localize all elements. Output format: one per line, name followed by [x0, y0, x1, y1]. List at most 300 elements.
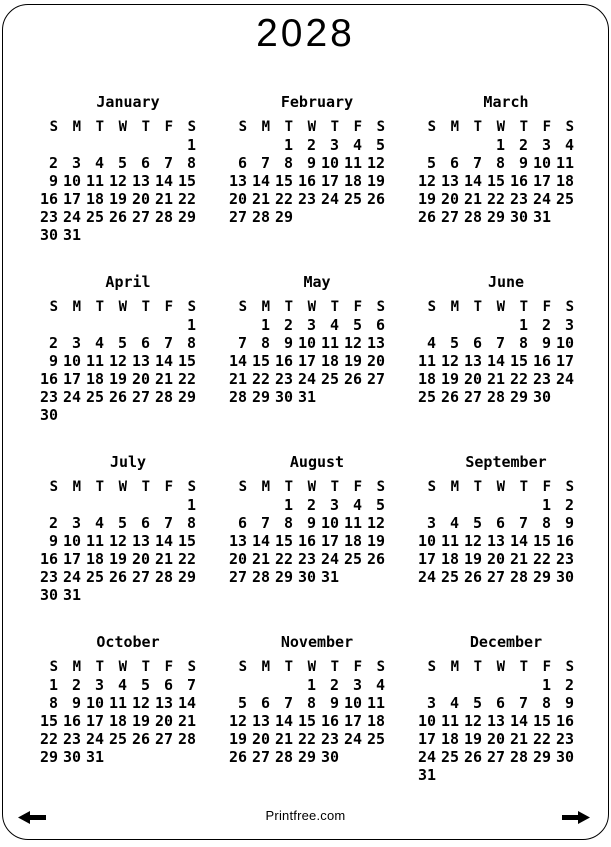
day-cell: 25	[440, 748, 459, 766]
empty-day-cell	[363, 568, 386, 586]
weekday-header: S	[187, 659, 196, 675]
day-cell: 6	[163, 676, 173, 694]
weekday-header: T	[330, 479, 339, 495]
day-cell: 13	[228, 532, 247, 550]
day-cell: 12	[440, 352, 459, 370]
empty-day-cell	[483, 676, 506, 694]
weekday-header: T	[141, 479, 150, 495]
day-cell: 6	[140, 154, 150, 172]
day-cell: 16	[532, 352, 551, 370]
day-cell: 26	[108, 388, 127, 406]
day-cell: 16	[555, 532, 574, 550]
day-cell: 22	[39, 730, 58, 748]
weekday-header: T	[95, 659, 104, 675]
day-cell: 18	[85, 550, 104, 568]
day-cell: 27	[228, 568, 247, 586]
weekday-header: M	[72, 299, 81, 315]
day-cell: 26	[228, 748, 247, 766]
day-cell: 19	[440, 370, 459, 388]
empty-day-cell	[36, 496, 59, 514]
empty-day-cell	[460, 316, 483, 334]
month-title: March	[483, 93, 529, 111]
day-cell: 15	[532, 532, 551, 550]
day-cell: 2	[306, 136, 316, 154]
month-title: February	[280, 93, 354, 111]
day-cell: 20	[131, 370, 150, 388]
weekday-header: W	[118, 659, 127, 675]
next-year-arrow[interactable]	[562, 811, 590, 824]
weekday-header: S	[376, 659, 385, 675]
day-cell: 9	[329, 694, 339, 712]
day-cell: 21	[154, 370, 173, 388]
empty-day-cell	[506, 496, 529, 514]
day-cell: 6	[237, 514, 247, 532]
empty-day-cell	[340, 208, 363, 226]
day-cell: 25	[366, 730, 385, 748]
day-cell: 29	[177, 208, 196, 226]
day-cell: 21	[154, 190, 173, 208]
month-day-grid	[36, 298, 197, 424]
months-grid	[36, 90, 575, 810]
empty-day-cell	[552, 388, 575, 406]
day-cell: 18	[85, 190, 104, 208]
month-title: July	[109, 453, 147, 471]
day-cell: 5	[117, 514, 127, 532]
weekday-header: W	[496, 659, 505, 675]
weekday-header: M	[72, 479, 81, 495]
day-cell: 15	[297, 712, 316, 730]
day-cell: 29	[532, 568, 551, 586]
day-cell: 10	[532, 154, 551, 172]
day-cell: 14	[228, 352, 247, 370]
day-cell: 2	[71, 676, 81, 694]
weekday-header: F	[353, 479, 362, 495]
day-cell: 23	[39, 388, 58, 406]
empty-day-cell	[271, 676, 294, 694]
empty-day-cell	[151, 226, 174, 244]
day-cell: 14	[486, 352, 505, 370]
day-cell: 29	[274, 208, 293, 226]
day-cell: 17	[417, 550, 436, 568]
day-cell: 16	[320, 712, 339, 730]
day-cell: 22	[274, 550, 293, 568]
weekday-header: S	[376, 479, 385, 495]
day-cell: 14	[251, 172, 270, 190]
empty-day-cell	[483, 316, 506, 334]
weekday-header: F	[542, 659, 551, 675]
day-cell: 15	[177, 172, 196, 190]
day-cell: 3	[329, 496, 339, 514]
day-cell: 3	[352, 676, 362, 694]
empty-day-cell	[82, 586, 105, 604]
day-cell: 7	[518, 694, 528, 712]
day-cell: 26	[366, 550, 385, 568]
day-cell: 17	[62, 550, 81, 568]
weekday-header: S	[427, 659, 436, 675]
month-october	[36, 630, 197, 810]
day-cell: 21	[251, 190, 270, 208]
weekday-header: S	[565, 299, 574, 315]
month-title: October	[96, 633, 160, 651]
day-cell: 7	[237, 334, 247, 352]
weekday-header: W	[118, 299, 127, 315]
day-cell: 6	[140, 334, 150, 352]
day-cell: 28	[251, 568, 270, 586]
empty-day-cell	[174, 586, 197, 604]
empty-day-cell	[529, 766, 552, 784]
day-cell: 24	[532, 190, 551, 208]
day-cell: 5	[472, 514, 482, 532]
day-cell: 29	[509, 388, 528, 406]
empty-day-cell	[414, 676, 437, 694]
day-cell: 13	[366, 334, 385, 352]
empty-day-cell	[460, 496, 483, 514]
day-cell: 22	[509, 370, 528, 388]
day-cell: 13	[486, 712, 505, 730]
empty-day-cell	[225, 136, 248, 154]
day-cell: 11	[85, 352, 104, 370]
empty-day-cell	[105, 226, 128, 244]
day-cell: 7	[260, 154, 270, 172]
day-cell: 26	[440, 388, 459, 406]
day-cell: 25	[85, 568, 104, 586]
day-cell: 20	[228, 190, 247, 208]
weekday-header: F	[164, 659, 173, 675]
empty-day-cell	[340, 388, 363, 406]
day-cell: 14	[509, 712, 528, 730]
weekday-header: T	[330, 119, 339, 135]
empty-day-cell	[59, 406, 82, 424]
month-december	[414, 630, 575, 810]
month-july	[36, 450, 197, 630]
day-cell: 9	[48, 532, 58, 550]
day-cell: 31	[62, 586, 81, 604]
weekday-header: F	[164, 479, 173, 495]
weekday-header: S	[427, 299, 436, 315]
day-cell: 19	[228, 730, 247, 748]
day-cell: 25	[85, 388, 104, 406]
weekday-header: T	[95, 119, 104, 135]
day-cell: 7	[163, 514, 173, 532]
day-cell: 17	[555, 352, 574, 370]
empty-day-cell	[59, 316, 82, 334]
day-cell: 14	[509, 532, 528, 550]
day-cell: 27	[486, 568, 505, 586]
day-cell: 15	[177, 532, 196, 550]
weekday-header: M	[261, 119, 270, 135]
day-cell: 18	[555, 172, 574, 190]
day-cell: 30	[297, 568, 316, 586]
day-cell: 18	[85, 370, 104, 388]
day-cell: 11	[440, 532, 459, 550]
day-cell: 25	[440, 568, 459, 586]
empty-day-cell	[105, 748, 128, 766]
month-title: January	[96, 93, 160, 111]
day-cell: 25	[417, 388, 436, 406]
day-cell: 9	[541, 334, 551, 352]
empty-day-cell	[105, 136, 128, 154]
day-cell: 7	[518, 514, 528, 532]
empty-day-cell	[552, 208, 575, 226]
empty-day-cell	[151, 748, 174, 766]
weekday-header: S	[238, 119, 247, 135]
day-cell: 30	[62, 748, 81, 766]
day-cell: 6	[449, 154, 459, 172]
empty-day-cell	[414, 496, 437, 514]
day-cell: 10	[320, 154, 339, 172]
day-cell: 17	[343, 712, 362, 730]
day-cell: 16	[274, 352, 293, 370]
day-cell: 11	[555, 154, 574, 172]
day-cell: 7	[163, 154, 173, 172]
day-cell: 2	[541, 316, 551, 334]
day-cell: 23	[555, 730, 574, 748]
weekday-header: T	[284, 659, 293, 675]
day-cell: 31	[297, 388, 316, 406]
day-cell: 13	[228, 172, 247, 190]
day-cell: 2	[518, 136, 528, 154]
day-cell: 6	[472, 334, 482, 352]
weekday-header: S	[49, 659, 58, 675]
month-day-grid	[414, 118, 575, 226]
day-cell: 20	[131, 190, 150, 208]
day-cell: 29	[274, 568, 293, 586]
weekday-header: T	[473, 659, 482, 675]
day-cell: 15	[39, 712, 58, 730]
weekday-header: S	[187, 119, 196, 135]
day-cell: 28	[154, 208, 173, 226]
day-cell: 21	[463, 190, 482, 208]
day-cell: 18	[440, 730, 459, 748]
day-cell: 12	[463, 532, 482, 550]
day-cell: 29	[39, 748, 58, 766]
day-cell: 28	[274, 748, 293, 766]
weekday-header: M	[450, 299, 459, 315]
day-cell: 6	[140, 514, 150, 532]
day-cell: 11	[85, 532, 104, 550]
day-cell: 23	[274, 370, 293, 388]
weekday-header: F	[353, 299, 362, 315]
day-cell: 28	[509, 748, 528, 766]
day-cell: 16	[39, 190, 58, 208]
weekday-header: S	[238, 299, 247, 315]
day-cell: 17	[297, 352, 316, 370]
day-cell: 14	[154, 172, 173, 190]
day-cell: 12	[131, 694, 150, 712]
day-cell: 31	[417, 766, 436, 784]
day-cell: 25	[108, 730, 127, 748]
month-august	[225, 450, 386, 630]
empty-day-cell	[105, 316, 128, 334]
weekday-header: T	[519, 479, 528, 495]
day-cell: 3	[541, 136, 551, 154]
day-cell: 8	[186, 154, 196, 172]
day-cell: 2	[48, 334, 58, 352]
weekday-header: T	[473, 119, 482, 135]
day-cell: 23	[297, 550, 316, 568]
day-cell: 16	[555, 712, 574, 730]
month-day-grid	[225, 478, 386, 586]
day-cell: 25	[343, 190, 362, 208]
weekday-header: T	[141, 299, 150, 315]
month-title: April	[105, 273, 151, 291]
day-cell: 9	[48, 172, 58, 190]
right-arrow-icon	[562, 811, 590, 824]
empty-day-cell	[506, 766, 529, 784]
day-cell: 19	[108, 370, 127, 388]
empty-day-cell	[363, 748, 386, 766]
day-cell: 23	[509, 190, 528, 208]
day-cell: 23	[532, 370, 551, 388]
day-cell: 18	[417, 370, 436, 388]
day-cell: 26	[463, 748, 482, 766]
day-cell: 27	[486, 748, 505, 766]
month-title: May	[303, 273, 331, 291]
day-cell: 5	[117, 154, 127, 172]
day-cell: 1	[186, 316, 196, 334]
day-cell: 10	[417, 712, 436, 730]
day-cell: 26	[366, 190, 385, 208]
day-cell: 24	[62, 208, 81, 226]
day-cell: 15	[274, 532, 293, 550]
weekday-header: M	[450, 119, 459, 135]
day-cell: 27	[154, 730, 173, 748]
day-cell: 1	[306, 676, 316, 694]
day-cell: 21	[509, 730, 528, 748]
day-cell: 8	[260, 334, 270, 352]
day-cell: 5	[237, 694, 247, 712]
month-day-grid	[225, 298, 386, 406]
day-cell: 12	[343, 334, 362, 352]
weekday-header: M	[450, 479, 459, 495]
day-cell: 1	[283, 136, 293, 154]
day-cell: 4	[375, 676, 385, 694]
day-cell: 28	[463, 208, 482, 226]
empty-day-cell	[437, 676, 460, 694]
day-cell: 23	[39, 208, 58, 226]
month-day-grid	[414, 658, 575, 784]
empty-day-cell	[151, 496, 174, 514]
empty-day-cell	[174, 226, 197, 244]
day-cell: 29	[177, 568, 196, 586]
weekday-header: S	[238, 479, 247, 495]
day-cell: 20	[228, 550, 247, 568]
day-cell: 4	[449, 514, 459, 532]
day-cell: 16	[509, 172, 528, 190]
day-cell: 30	[39, 226, 58, 244]
weekday-header: W	[496, 479, 505, 495]
empty-day-cell	[437, 766, 460, 784]
day-cell: 3	[329, 136, 339, 154]
day-cell: 19	[366, 532, 385, 550]
empty-day-cell	[82, 496, 105, 514]
day-cell: 18	[440, 550, 459, 568]
day-cell: 21	[228, 370, 247, 388]
day-cell: 7	[163, 334, 173, 352]
weekday-header: T	[330, 299, 339, 315]
footer	[0, 808, 611, 836]
empty-day-cell	[128, 316, 151, 334]
day-cell: 17	[320, 172, 339, 190]
day-cell: 5	[375, 496, 385, 514]
empty-day-cell	[225, 496, 248, 514]
empty-day-cell	[552, 766, 575, 784]
weekday-header: W	[496, 299, 505, 315]
day-cell: 12	[366, 514, 385, 532]
empty-day-cell	[340, 568, 363, 586]
weekday-header: T	[95, 299, 104, 315]
day-cell: 10	[297, 334, 316, 352]
day-cell: 26	[463, 568, 482, 586]
day-cell: 25	[343, 550, 362, 568]
month-title: November	[280, 633, 354, 651]
day-cell: 14	[251, 532, 270, 550]
day-cell: 1	[495, 136, 505, 154]
day-cell: 8	[186, 334, 196, 352]
day-cell: 4	[94, 514, 104, 532]
day-cell: 24	[417, 748, 436, 766]
month-february	[225, 90, 386, 270]
weekday-header: F	[164, 119, 173, 135]
day-cell: 27	[366, 370, 385, 388]
day-cell: 12	[417, 172, 436, 190]
weekday-header: T	[95, 479, 104, 495]
day-cell: 22	[532, 730, 551, 748]
day-cell: 4	[426, 334, 436, 352]
day-cell: 15	[532, 712, 551, 730]
day-cell: 22	[251, 370, 270, 388]
day-cell: 8	[541, 514, 551, 532]
empty-day-cell	[317, 208, 340, 226]
day-cell: 6	[495, 694, 505, 712]
day-cell: 27	[131, 568, 150, 586]
day-cell: 24	[417, 568, 436, 586]
day-cell: 19	[343, 352, 362, 370]
empty-day-cell	[340, 748, 363, 766]
empty-day-cell	[36, 136, 59, 154]
day-cell: 8	[541, 694, 551, 712]
day-cell: 16	[39, 550, 58, 568]
weekday-header: M	[72, 659, 81, 675]
empty-day-cell	[363, 388, 386, 406]
empty-day-cell	[128, 136, 151, 154]
day-cell: 7	[495, 334, 505, 352]
empty-day-cell	[437, 136, 460, 154]
day-cell: 19	[463, 730, 482, 748]
empty-day-cell	[151, 586, 174, 604]
day-cell: 21	[274, 730, 293, 748]
weekday-header: W	[118, 119, 127, 135]
day-cell: 2	[48, 514, 58, 532]
day-cell: 3	[426, 514, 436, 532]
day-cell: 9	[518, 154, 528, 172]
day-cell: 10	[85, 694, 104, 712]
day-cell: 17	[320, 532, 339, 550]
day-cell: 20	[154, 712, 173, 730]
empty-day-cell	[82, 406, 105, 424]
day-cell: 18	[108, 712, 127, 730]
day-cell: 10	[62, 532, 81, 550]
month-january	[36, 90, 197, 270]
day-cell: 10	[320, 514, 339, 532]
day-cell: 20	[251, 730, 270, 748]
day-cell: 17	[532, 172, 551, 190]
month-may	[225, 270, 386, 450]
day-cell: 13	[131, 172, 150, 190]
day-cell: 27	[131, 208, 150, 226]
day-cell: 31	[62, 226, 81, 244]
month-title: August	[289, 453, 345, 471]
